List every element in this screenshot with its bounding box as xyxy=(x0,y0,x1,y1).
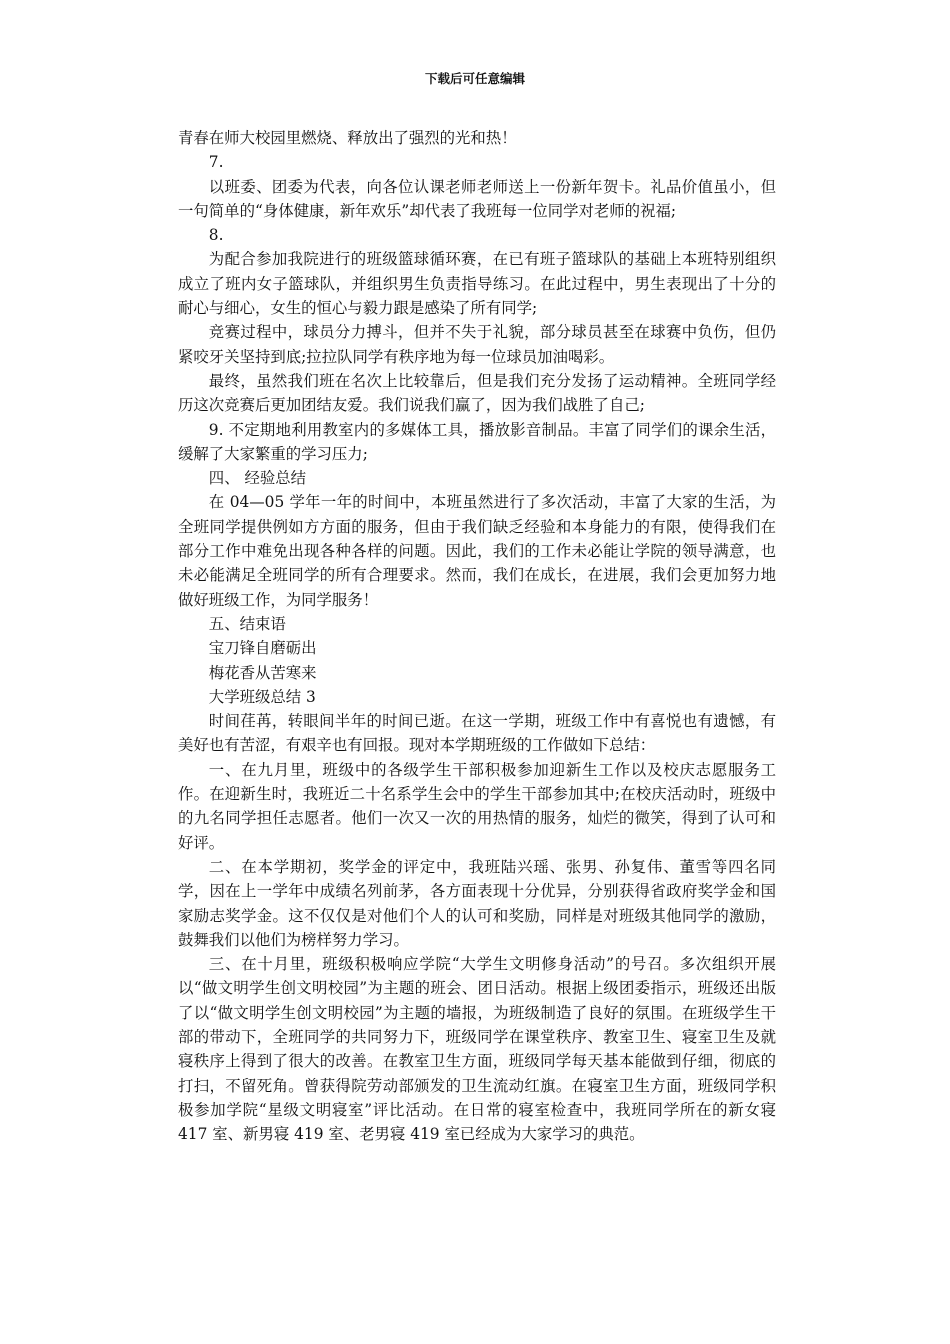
paragraph: 二、在本学期初，奖学金的评定中，我班陆兴瑶、张男、孙复伟、董雪等四名同学，因在上一学年中成绩名列前茅，各方面表现十分优异，分别获得省政府奖学金和国家励志奖学金。这不仅仅是对他们个人的认可和奖励，同样是对班级其他同学的激励，鼓舞我们以他们为榜样努力学习。 xyxy=(178,857,776,949)
list-number: 8. xyxy=(208,226,224,245)
list-number: 7. xyxy=(208,153,224,172)
paragraph: 以班委、团委为代表，向各位认课老师老师送上一份新年贺卡。礼品价值虽小，但一句简单的“身体健康，新年欢乐”却代表了我班每一位同学对老师的祝福; xyxy=(178,177,776,220)
paragraph: 一、在九月里，班级中的各级学生干部积极参加迎新生工作以及校庆志愿服务工作。在迎新生时，我班近二十名系学生会中的学生干部参加其中;在校庆活动时，班级中的九名同学担任志愿者。他们一次又一次的用热情的服务，灿烂的微笑，得到了认可和好评。 xyxy=(178,760,776,852)
paragraph: 最终，虽然我们班在名次上比较靠后，但是我们充分发扬了运动精神。全班同学经历这次竞赛后更加团结友爱。我们说我们赢了，因为我们战胜了自己; xyxy=(178,371,776,415)
section-title: 大学班级总结 3 xyxy=(208,687,316,706)
section-heading: 五、结束语 xyxy=(208,614,286,633)
paragraph: 在 04—05 学年一年的时间中，本班虽然进行了多次活动，丰富了大家的生活，为全班同学提供例如方方面的服务，但由于我们缺乏经验和本身能力的有限，使得我们在部分工作中难免出现各种各样的问题。因此，我们的工作未必能让学院的领导满意，也未必能满足全班同学的所有合理要求。然而，我们在成长，在进展，我们会更加努力地做好班级工作，为同学服务！ xyxy=(178,493,776,609)
paragraph: 时间荏苒，转眼间半年的时间已逝。在这一学期，班级工作中有喜悦也有遗憾，有美好也有苦涩，有艰辛也有回报。现对本学期班级的工作做如下总结： xyxy=(178,712,776,755)
paragraph: 为配合参加我院进行的班级篮球循环赛，在已有班子篮球队的基础上本班特别组织成立了班内女子篮球队，并组织男生负责指导练习。在此过程中，男生表现出了十分的耐心与细心，女生的恒心与毅力跟是感染了所有同学; xyxy=(178,250,776,318)
verse-line: 梅花香从苦寒来 xyxy=(208,663,317,682)
paragraph: 9. 不定期地利用教室内的多媒体工具，播放影音制品。丰富了同学们的课余生活，缓解了大家繁重的学习压力; xyxy=(178,420,776,463)
paragraph: 青春在师大校园里燃烧、释放出了强烈的光和热！ xyxy=(178,129,517,147)
paragraph: 三、在十月里，班级积极响应学院“大学生文明修身活动”的号召。多次组织开展以“做文明学生创文明校园”为主题的班会、团日活动。根据上级团委指示，班级还出版了以“做文明学生创文明校园”为主题的墙报，为班级制造了良好的氛围。在班级学生干部的带动下，全班同学的共同努力下，班级同学在课堂秩序、教室卫生、寝室卫生及就寝秩序上得到了很大的改善。在教室卫生方面，班级同学每天基本能做到仔细，彻底的打扫，不留死角。曾获得院劳动部颁发的卫生流动红旗。在寝室卫生方面，班级同学积极参加学院“星级文明寝室”评比活动。在日常的寝室检查中，我班同学所在的新女寝 417 室、新男寝 419 室、老男寝 419 室已经成为大家学习的典范。 xyxy=(178,955,776,1144)
document-body xyxy=(178,126,776,1146)
paragraph: 竞赛过程中，球员分力搏斗，但并不失于礼貌，部分球员甚至在球赛中负伤，但仍紧咬牙关坚持到底;拉拉队同学有秩序地为每一位球员加油喝彩。 xyxy=(178,323,776,366)
page-header: 下载后可任意编辑 xyxy=(424,71,525,86)
section-heading: 四、 经验总结 xyxy=(208,469,307,488)
verse-line: 宝刀锋自磨砺出 xyxy=(208,639,317,658)
